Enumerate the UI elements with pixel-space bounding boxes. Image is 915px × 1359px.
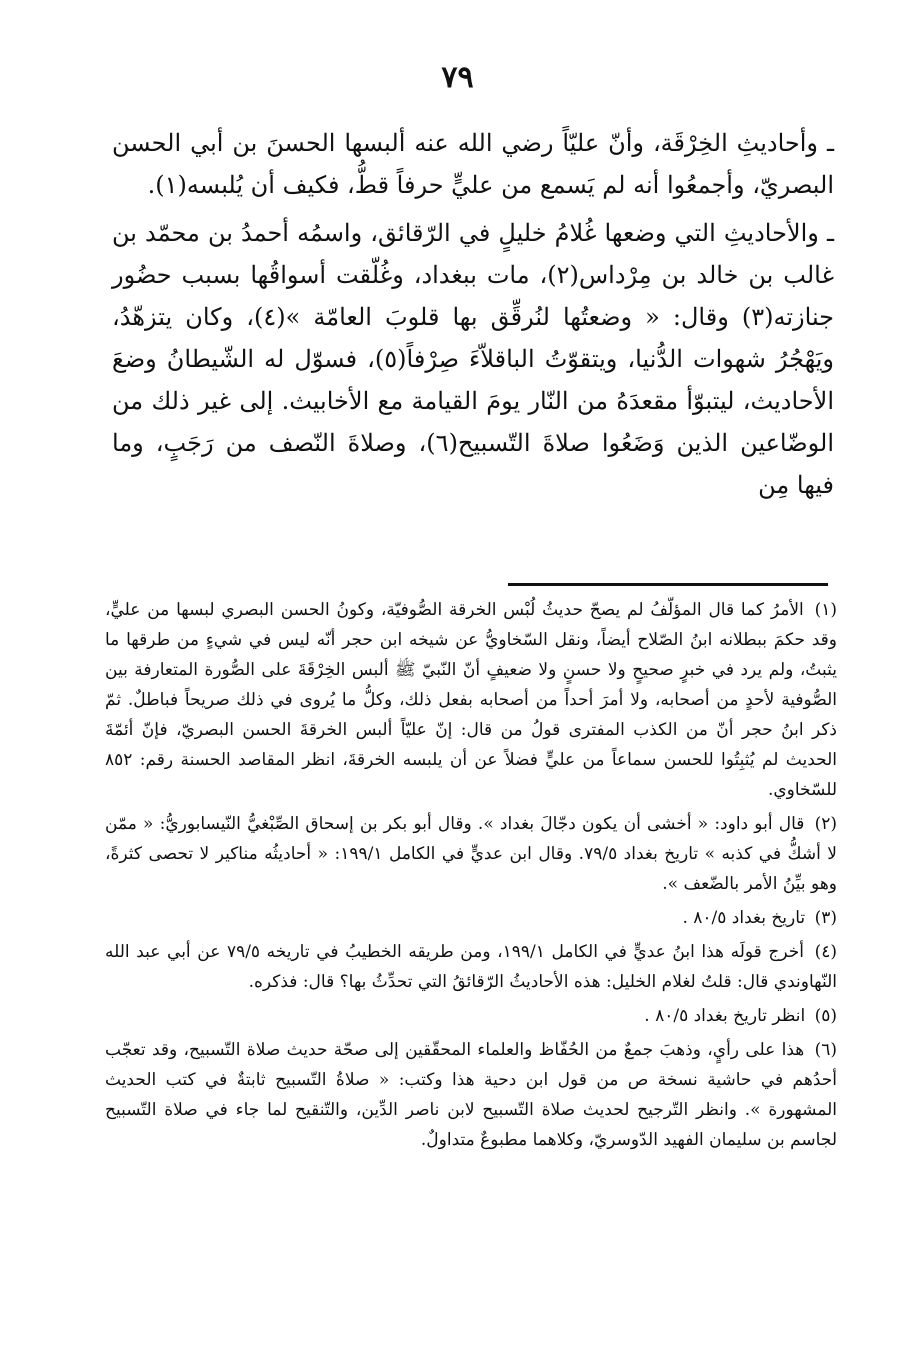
footnotes xyxy=(105,595,837,1159)
footnote-text: هذا على رأيٍ، وذهبَ جمعٌ من الحُفّاظ والعلماء المحقّقين إلى صحّة حديث صلاة التّسبيح، وقد تعجّب أحدُهم في حاشية نسخة ص من قول ابن دحية هذا وكتب: « صلاةُ التّسبيح ثابتةٌ في كتب الحديث المشهورة ». وانظر التّرجيح لحديث صلاة التّسبيح لابن ناصر الدِّين، والتّنقيح لما جاء في صلاة التّسبيح لجاسم بن سليمان الفهيد الدّوسريّ، وكلاهما مطبوعٌ متداولٌ. xyxy=(105,1040,837,1150)
page-number: ٧٩ xyxy=(441,60,474,95)
main-text xyxy=(112,122,834,512)
footnote-number: (٤) xyxy=(814,942,838,962)
footnote-4 xyxy=(105,937,837,997)
footnote-number: (٥) xyxy=(814,1006,837,1026)
footnote-text: تاريخ بغداد ٨٠/٥ . xyxy=(682,908,806,928)
footnote-text: انظر تاريخ بغداد ٨٠/٥ . xyxy=(644,1006,806,1026)
footnote-text: الأمرُ كما قال المؤلّفُ لم يصحّ حديثُ لُبْس الخرقة الصُّوفيّة، وكونُ الحسن البصري لبسها من عليٍّ، وقد حكمَ ببطلانه ابنُ الصّلاح أيضاً، ونقل السّخاويُّ عن شيخه ابن حجر أنّه ليس في شيءٍ من طرقها ما يثبتُ، ولم يرد في خبرٍ صحيحٍ ولا حسنٍ ولا ضعيفٍ أنّ النّبيّ ﷺ ألبس الخِرْقَةَ على الصُّورة المتعارفة بين الصُّوفية لأحدٍ من أصحابه، ولا أمرَ أحداً من أصحابه بفعل ذلك، وكلُّ ما يُروى في ذلك صريحاً فباطلٌ. ثمّ ذكر ابنُ حجر أنّ من الكذب المفترى قولُ من قال: إنّ عليّاً ألبس الخرقةَ الحسن البصريّ، فإنّ أئمّةَ الحديث لم يُثبِتُوا للحسن سماعاً من عليٍّ فضلاً عن أن يلبسه الخرقةَ، انظر المقاصد الحسنة رقم: ٨٥٢ للسّخاوي. xyxy=(105,600,837,800)
footnote-5 xyxy=(105,1001,837,1031)
footnote-number: (٦) xyxy=(814,1040,837,1060)
footnote-number: (١) xyxy=(814,600,837,620)
footnote-6 xyxy=(105,1035,837,1155)
footnote-2 xyxy=(105,809,837,899)
footnote-number: (٢) xyxy=(814,814,837,834)
paragraph-khirqa: ـ وأحاديثِ الخِرْقَة، وأنّ عليّاً رضي الله عنه ألبسها الحسنَ بن أبي الحسن البصريّ، وأجمعُوا أنه لم يَسمع من عليٍّ حرفاً قطُّ، فكيف أن يُلبسه(١). xyxy=(112,129,834,199)
paragraph-ghulam-khalil: ـ والأحاديثِ التي وضعها غُلامُ خليلٍ في الرّقائق، واسمُه أحمدُ بن محمّد بن غالب بن خالد بن مِرْداس(٢)، مات ببغداد، وغُلّقت أسواقُها بسبب حضُور جنازته(٣) وقال: « وضعتُها لنُرقِّق بها قلوبَ العامّة »(٤)، وكان يتزهّدُ، ويَهْجُرُ شهوات الدُّنيا، ويتقوّتُ الباقلاّءَ صِرْفاً(٥)، فسوّل له الشّيطانُ وضعَ الأحاديث، ليتبوّأ مقعدَهُ من النّار يومَ القيامة مع الأخابيث. إلى غير ذلك من الوضّاعين الذين وَضَعُوا صلاةَ التّسبيح(٦)، وصلاةَ النّصف من رَجَبٍ، وما فيها مِن xyxy=(112,219,835,499)
footnote-3 xyxy=(105,903,837,933)
footnote-text: أخرج قولَه هذا ابنُ عديٍّ في الكامل ١٩٩/١، ومن طريقه الخطيبُ في تاريخه ٧٩/٥ عن أبي عبد الله النّهاوندي قال: قلتُ لغلام الخليل: هذه الأحاديثُ الرّقائقُ التي تحدِّثُ بها؟ قال: فذكره. xyxy=(105,942,837,992)
footnote-text: قال أبو داود: « أخشى أن يكون دجّالَ بغداد ». وقال أبو بكر بن إسحاق الصِّبْغيُّ النّيسابوريُّ: « ممّن لا أشكُّ في كذبه » تاريخ بغداد ٧٩/٥. وقال ابن عديٍّ في الكامل ١٩٩/١: « أحاديثُه مناكير لا تحصى كثرةً، وهو بيِّنُ الأمر بالضّعف ». xyxy=(105,814,837,894)
footnote-1 xyxy=(105,595,837,805)
footnote-separator xyxy=(508,583,828,586)
footnote-number: (٣) xyxy=(814,908,837,928)
